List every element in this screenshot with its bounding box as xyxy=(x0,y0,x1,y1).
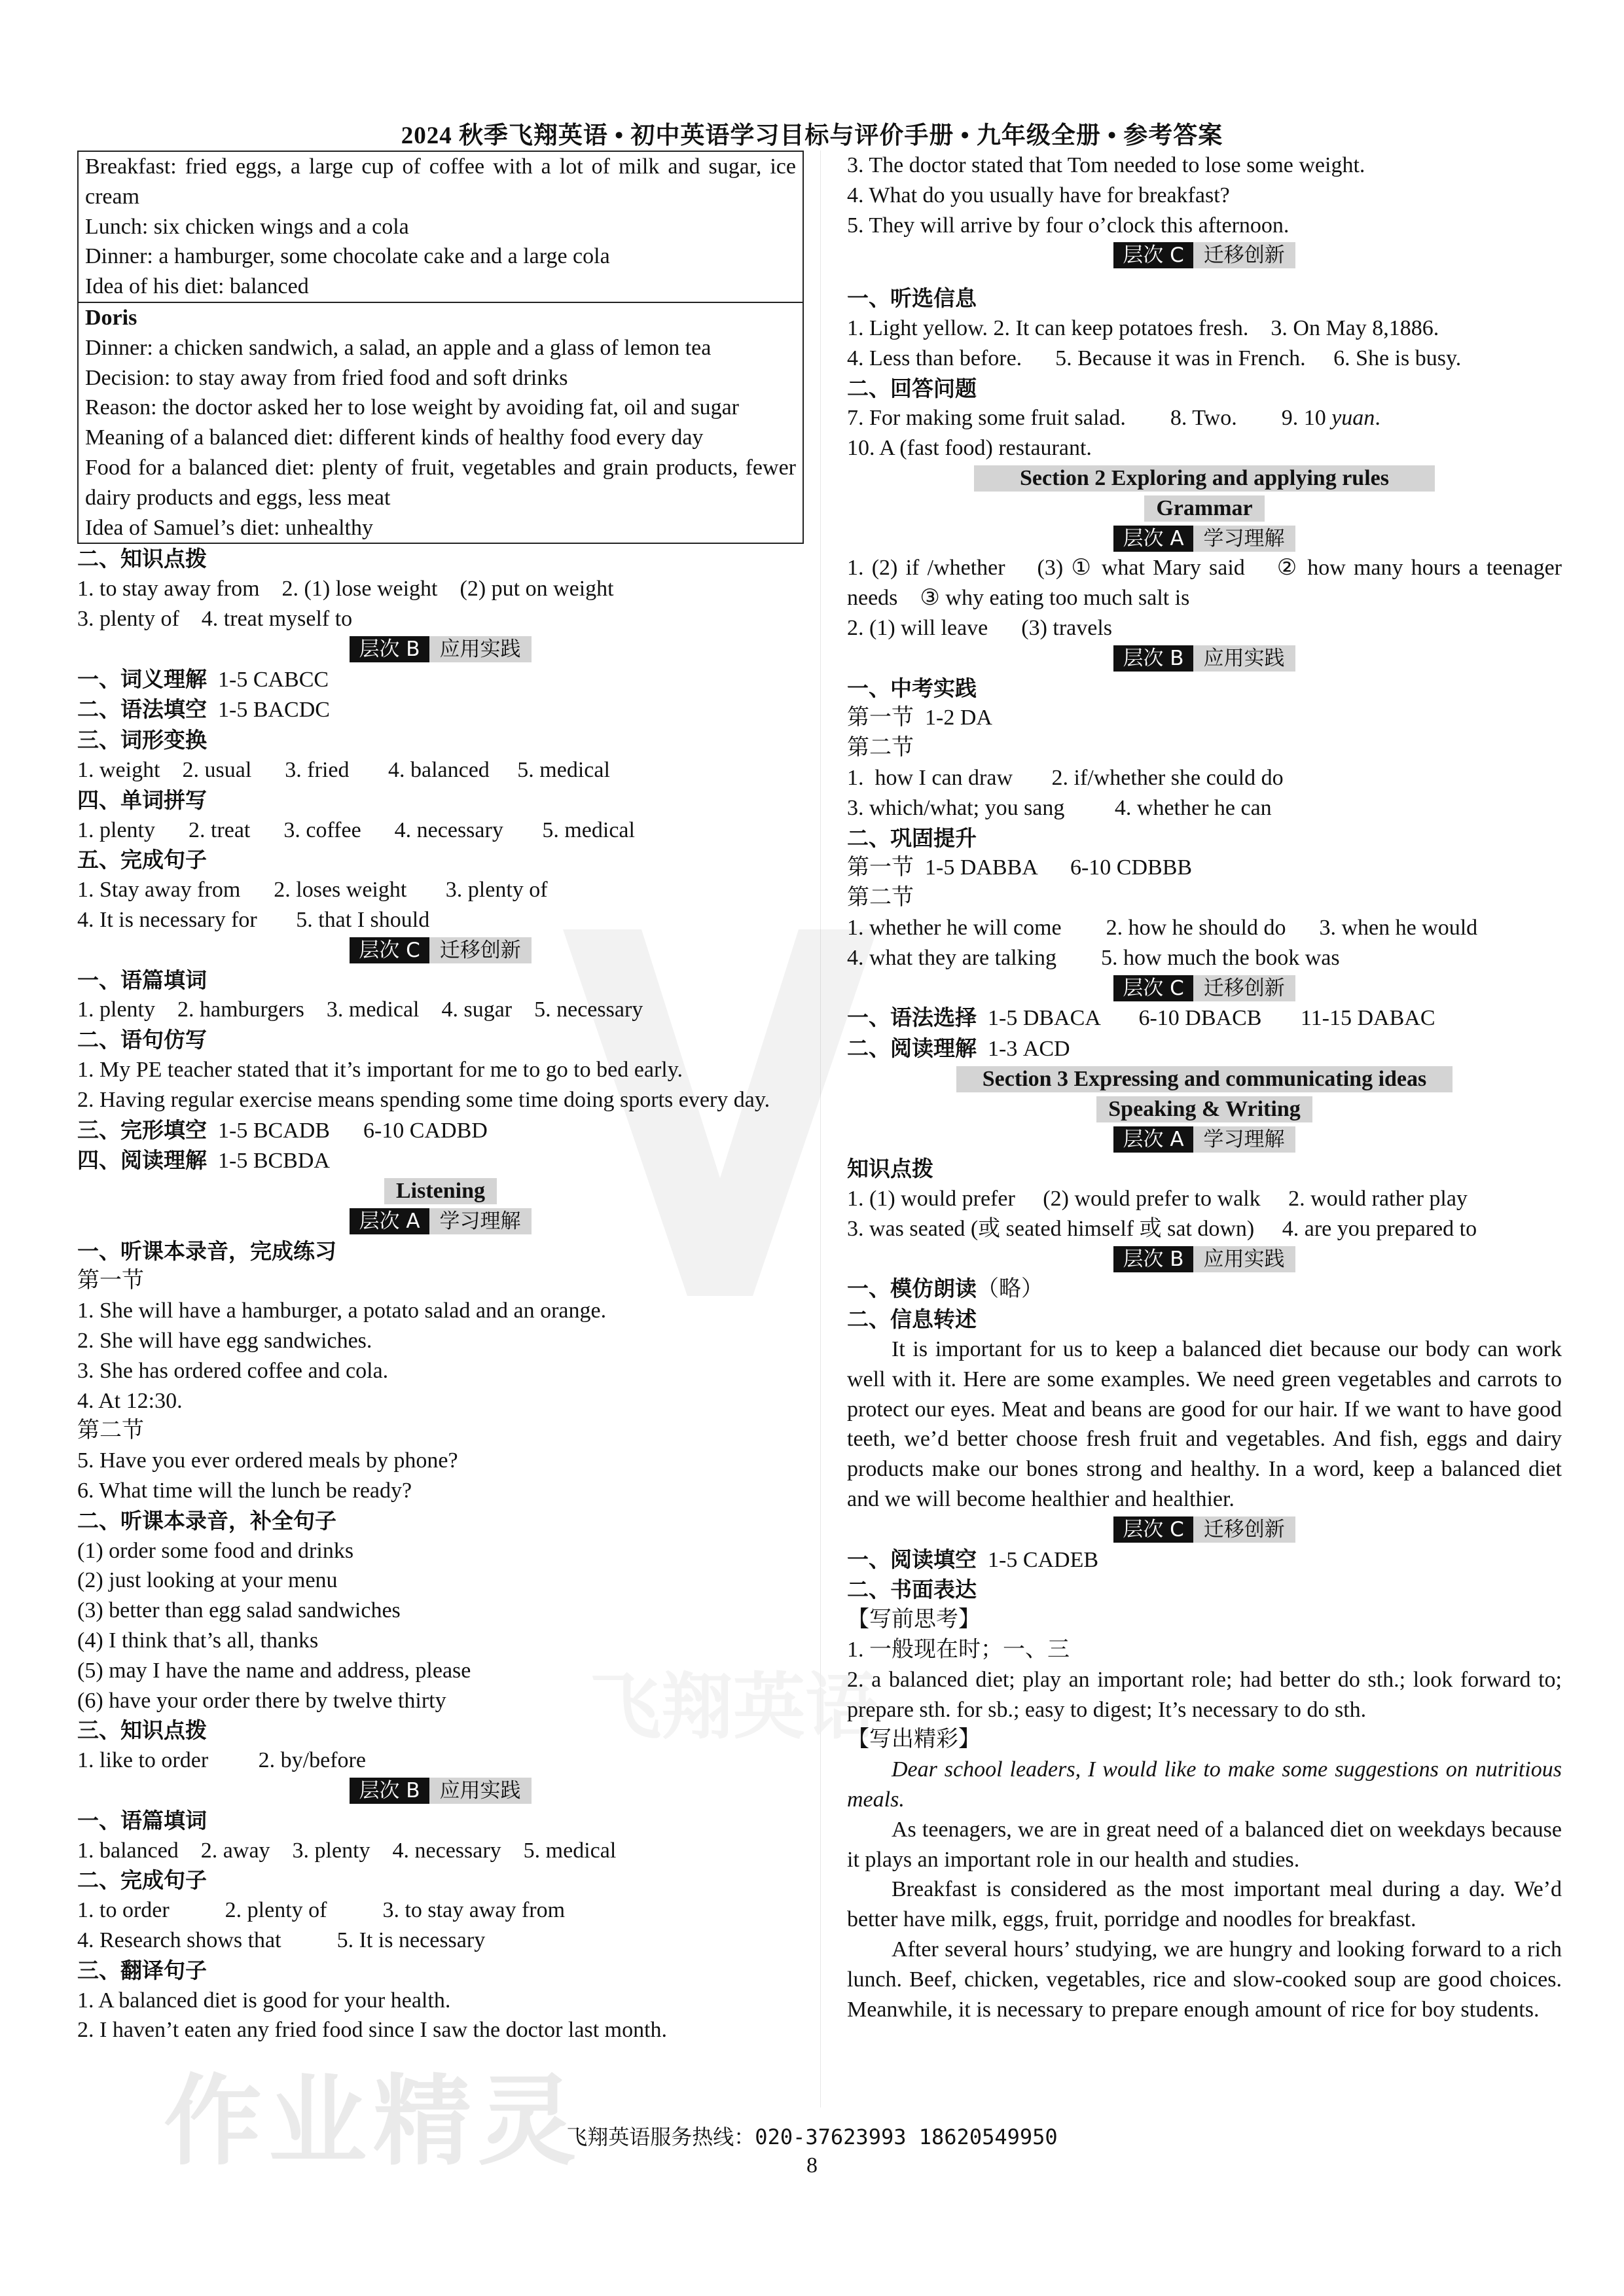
answer-line: 4. What do you usually have for breakfast? xyxy=(847,183,1230,207)
box2-line: Idea of Samuel’s diet: unhealthy xyxy=(85,515,373,540)
answer-line: 4. what they are talking 5. how much the book was xyxy=(847,945,1340,970)
level-badge-row xyxy=(77,935,804,965)
level-badge: 层次 B xyxy=(350,636,429,662)
answer: 1-5 CABCC xyxy=(218,667,329,692)
level-badge: 层次 B xyxy=(1113,1246,1193,1272)
answer-line: 1. 一般现在时；一、三 xyxy=(847,1638,1070,1662)
answer-line: (1) order some food and drinks xyxy=(77,1538,354,1563)
bracket-heading: 【写前思考】 xyxy=(847,1607,981,1632)
level-badge-row xyxy=(847,1515,1562,1545)
answer-line: (5) may I have the name and address, please xyxy=(77,1658,471,1683)
subsection: 第二节 xyxy=(847,886,914,910)
answer-line: 1. like to order 2. by/before xyxy=(77,1748,366,1773)
section-title: Section 2 Exploring and applying rules xyxy=(974,465,1435,492)
section-heading: 五、完成句子 xyxy=(77,847,207,873)
essay-paragraph: Breakfast is considered as the most important meal during a day. We’d better have milk, eggs, fruit, porridge and noodles for breakfast. xyxy=(847,1877,1568,1932)
level-badge: 层次 C xyxy=(1113,975,1193,1001)
box1-line: Dinner: a hamburger, some chocolate cake and a large cola xyxy=(85,244,610,269)
box1-line: Idea of his diet: balanced xyxy=(85,274,309,299)
answer-line: (6) have your order there by twelve thirty xyxy=(77,1688,446,1713)
section-heading: 一、听课本录音，完成练习 xyxy=(77,1238,336,1264)
section-heading: 三、词形变换 xyxy=(77,727,207,753)
section-heading: 知识点拨 xyxy=(847,1156,933,1182)
section-title: Section 3 Expressing and communicating ideas xyxy=(956,1066,1453,1092)
answer-line: 4. It is necessary for 5. that I should xyxy=(77,907,430,932)
subsection: 第一节 1-5 DABBA 6-10 CDBBB xyxy=(847,855,1193,880)
level-badge-name: 应用实践 xyxy=(1193,645,1295,672)
section-heading: 二、知识点拨 xyxy=(77,546,207,572)
level-badge-name: 学习理解 xyxy=(429,1208,532,1234)
level-badge: 层次 A xyxy=(350,1208,429,1234)
answer-line: 10. A (fast food) restaurant. xyxy=(847,436,1092,461)
section-heading: 一、模仿朗读 xyxy=(847,1276,977,1302)
paragraph: It is important for us to keep a balanced diet because our body can work well with it. Here are some examples. We need green vegetables and carrots to protect our eyes. Meat and beans are good for our hair. If we want to have good teeth, we’d better choose fresh fruit and vegetables. And fish, eggs and dairy products make our bones strong and healthy. In a word, keep a balanced diet and we will become healthier and healthier. xyxy=(847,1337,1568,1512)
section-heading: 二、巩固提升 xyxy=(847,825,977,851)
level-badge-name: 迁移创新 xyxy=(1193,1516,1295,1543)
doris-table xyxy=(77,303,804,544)
level-badge-name: 迁移创新 xyxy=(1193,242,1295,268)
answer-line: 1. plenty 2. treat 3. coffee 4. necessary 5. medical xyxy=(77,817,635,842)
note: （略） xyxy=(977,1277,1043,1302)
section-heading: 一、语法选择 xyxy=(847,1005,977,1031)
section-heading: 二、听课本录音，补全句子 xyxy=(77,1507,336,1534)
answer-line: (2) just looking at your menu xyxy=(77,1568,338,1593)
level-badge-row xyxy=(77,634,804,664)
answer-line: 5. Have you ever ordered meals by phone? xyxy=(77,1448,458,1473)
section-banner xyxy=(847,463,1562,493)
answer-line: 1. how I can draw 2. if/whether she could do xyxy=(847,765,1284,790)
page-number: 8 xyxy=(806,2153,818,2178)
bracket-heading: 【写出精彩】 xyxy=(847,1727,981,1752)
answer-line: (4) I think that’s all, thanks xyxy=(77,1628,319,1653)
level-badge-row xyxy=(77,1206,804,1236)
answer-line: 2. a balanced diet; play an important role; had better do sth.; look forward to; prepare sth. for sb.; easy to digest; It’s necessary to do sth. xyxy=(847,1667,1568,1722)
section-heading: 三、完形填空 xyxy=(77,1117,207,1143)
level-badge-name: 应用实践 xyxy=(1193,1246,1295,1272)
section-banner xyxy=(847,1064,1562,1094)
grammar-title: Grammar xyxy=(1144,495,1264,522)
answer-line: 5. They will arrive by four o’clock this afternoon. xyxy=(847,213,1290,238)
level-badge-row xyxy=(847,1244,1562,1274)
section-heading: 一、语篇填词 xyxy=(77,967,207,993)
section-heading: 二、语法填空 xyxy=(77,696,207,723)
answer-line: (3) better than egg salad sandwiches xyxy=(77,1598,401,1623)
subsection: 第二节 xyxy=(847,736,914,761)
listening-banner xyxy=(77,1176,804,1206)
section-heading: 三、翻译句子 xyxy=(77,1957,207,1983)
answer-line: 3. which/what; you sang 4. whether he can xyxy=(847,795,1272,820)
section-heading: 二、语句仿写 xyxy=(77,1027,207,1053)
level-badge-row xyxy=(847,643,1562,673)
level-badge-row xyxy=(847,1124,1562,1155)
answer-line: 1. whether he will come 2. how he should do 3. when he would xyxy=(847,915,1478,940)
section-heading: 二、阅读理解 xyxy=(847,1035,977,1062)
subsection: 第一节 xyxy=(77,1268,144,1293)
watermark-text-bottom: 作业精灵 xyxy=(164,2065,583,2179)
answer-line: 2. She will have egg sandwiches. xyxy=(77,1329,372,1354)
answer: 1-5 BACDC xyxy=(218,698,330,723)
answer-line: 1. weight 2. usual 3. fried 4. balanced 5. medical xyxy=(77,757,610,782)
section-banner xyxy=(847,1094,1562,1124)
essay-paragraph: Dear school leaders, I would like to make some suggestions on nutritious meals. xyxy=(847,1757,1568,1812)
watermark-text-mid: 飞翔英语 xyxy=(589,1665,877,1749)
box2-line: Meaning of a balanced diet: different kinds of healthy food every day xyxy=(85,425,704,450)
section-heading: 四、阅读理解 xyxy=(77,1147,207,1174)
section-heading: 一、听选信息 xyxy=(847,285,977,312)
answer-line: 1. balanced 2. away 3. plenty 4. necessary 5. medical xyxy=(77,1838,617,1863)
doris-title: Doris xyxy=(85,305,137,330)
section-heading: 三、知识点拨 xyxy=(77,1717,207,1744)
answer-line: 6. What time will the lunch be ready? xyxy=(77,1479,412,1503)
level-badge: 层次 A xyxy=(1113,526,1193,552)
section-heading: 一、语篇填词 xyxy=(77,1807,207,1833)
answer-line: 3. The doctor stated that Tom needed to lose some weight. xyxy=(847,153,1365,177)
answer-line: 2. I haven’t eaten any fried food since I saw the doctor last month. xyxy=(77,2018,668,2043)
level-badge-name: 学习理解 xyxy=(1193,1126,1295,1153)
listening-title: Listening xyxy=(384,1178,497,1204)
diet-table xyxy=(77,151,804,303)
section-banner xyxy=(847,493,1562,524)
essay-paragraph: As teenagers, we are in great need of a balanced diet on weekdays because it plays an important role in our health and studies. xyxy=(847,1817,1568,1872)
level-badge: 层次 C xyxy=(1113,1516,1193,1543)
footer-hotline: 飞翔英语服务热线：020-37623993 18620549950 xyxy=(566,2125,1058,2149)
level-badge-row xyxy=(847,973,1562,1003)
answer: 1-3 ACD xyxy=(988,1037,1070,1062)
answer-line: 4. Research shows that 5. It is necessary xyxy=(77,1928,486,1953)
answer-italic: yuan xyxy=(1331,406,1375,431)
answer-line: 2. Having regular exercise means spending some time doing sports every day. xyxy=(77,1087,770,1112)
answer: 1-5 BCADB 6-10 CADBD xyxy=(218,1118,488,1143)
section-heading: 二、书面表达 xyxy=(847,1577,977,1603)
page-header: 2024 秋季飞翔英语 • 初中英语学习目标与评价手册 • 九年级全册 • 参考答案 xyxy=(401,122,1223,149)
answer-line: 1. My PE teacher stated that it’s important for me to go to bed early. xyxy=(77,1057,683,1082)
box1-line: Breakfast: fried eggs, a large cup of coffee with a lot of milk and sugar, ice cream xyxy=(85,154,802,209)
level-badge: 层次 B xyxy=(1113,645,1193,672)
level-badge: 层次 A xyxy=(1113,1126,1193,1153)
level-badge-name: 迁移创新 xyxy=(1193,975,1295,1001)
section-heading: 一、词义理解 xyxy=(77,666,207,692)
section-heading: 二、回答问题 xyxy=(847,375,977,401)
level-badge-name: 应用实践 xyxy=(429,636,532,662)
answer-line: 4. Less than before. 5. Because it was in French. 6. She is busy. xyxy=(847,346,1462,370)
answer-text: 7. For making some fruit salad. 8. Two. 9. 10 xyxy=(847,406,1332,431)
answer-line: 1. She will have a hamburger, a potato salad and an orange. xyxy=(77,1299,607,1323)
answer-line: 1. (2) if /whether (3) ① what Mary said ② how many hours a teenager needs ③ why eating too much salt is xyxy=(847,556,1568,611)
level-badge: 层次 B xyxy=(350,1778,429,1804)
subsection: 第二节 xyxy=(77,1418,144,1443)
box2-line: Food for a balanced diet: plenty of fruit, vegetables and grain products, fewer dairy products and eggs, less meat xyxy=(85,455,802,510)
level-badge-name: 迁移创新 xyxy=(429,937,532,963)
answer-line: 1. to stay away from 2. (1) lose weight (2) put on weight xyxy=(77,577,614,601)
answer-line: 3. plenty of 4. treat myself to xyxy=(77,606,353,631)
section-heading: 二、信息转述 xyxy=(847,1306,977,1333)
level-badge: 层次 C xyxy=(350,937,429,963)
section-heading: 一、阅读填空 xyxy=(847,1546,977,1572)
answer-line: 4. At 12:30. xyxy=(77,1388,183,1413)
answer-line: 1. Light yellow. 2. It can keep potatoes fresh. 3. On May 8,1886. xyxy=(847,315,1439,340)
section-heading: 一、中考实践 xyxy=(847,675,977,701)
level-badge: 层次 C xyxy=(1113,242,1193,268)
answer-line: 3. was seated (或 seated himself 或 sat down) 4. are you prepared to xyxy=(847,1216,1477,1241)
box1-line: Lunch: six chicken wings and a cola xyxy=(85,214,409,239)
answer-line: 1. plenty 2. hamburgers 3. medical 4. sugar 5. necessary xyxy=(77,997,643,1022)
section-heading: 四、单词拼写 xyxy=(77,787,207,813)
subsection: 第一节 1-2 DA xyxy=(847,706,992,730)
level-badge-row xyxy=(847,524,1562,554)
answer: 1-5 DBACA 6-10 DBACB 11-15 DABAC xyxy=(988,1006,1435,1031)
box2-line: Reason: the doctor asked her to lose weight by avoiding fat, oil and sugar xyxy=(85,395,739,420)
right-column xyxy=(847,151,1568,2024)
answer-line: 3. She has ordered coffee and cola. xyxy=(77,1358,389,1383)
answer: 1-5 CADEB xyxy=(988,1547,1099,1572)
answer-line: 2. (1) will leave (3) travels xyxy=(847,615,1113,640)
answer-line: 1. (1) would prefer (2) would prefer to walk 2. would rather play xyxy=(847,1187,1468,1211)
answer: 1-5 BCBDA xyxy=(218,1149,330,1174)
level-badge-row xyxy=(77,1776,804,1806)
answer-line xyxy=(847,403,1562,433)
box2-line: Decision: to stay away from fried food and soft drinks xyxy=(85,365,568,390)
answer-line: 1. A balanced diet is good for your health. xyxy=(77,1988,451,2013)
left-column xyxy=(77,151,804,2045)
box2-line: Dinner: a chicken sandwich, a salad, an apple and a glass of lemon tea xyxy=(85,335,712,360)
answer-line: 1. to order 2. plenty of 3. to stay away from xyxy=(77,1898,566,1923)
level-badge-row xyxy=(847,240,1562,270)
answer-line: 1. Stay away from 2. loses weight 3. plenty of xyxy=(77,878,548,903)
level-badge-name: 学习理解 xyxy=(1193,526,1295,552)
level-badge-name: 应用实践 xyxy=(429,1778,532,1804)
answer-text: . xyxy=(1375,406,1380,431)
speaking-writing-title: Speaking & Writing xyxy=(1096,1096,1312,1122)
essay-paragraph: After several hours’ studying, we are hungry and looking forward to a rich lunch. Beef, chicken, vegetables, rice and slow-cooked soup are good choices. Meanwhile, it is necessary to prepare enough amount of rice for boy students. xyxy=(847,1937,1568,2022)
section-heading: 二、完成句子 xyxy=(77,1867,207,1893)
